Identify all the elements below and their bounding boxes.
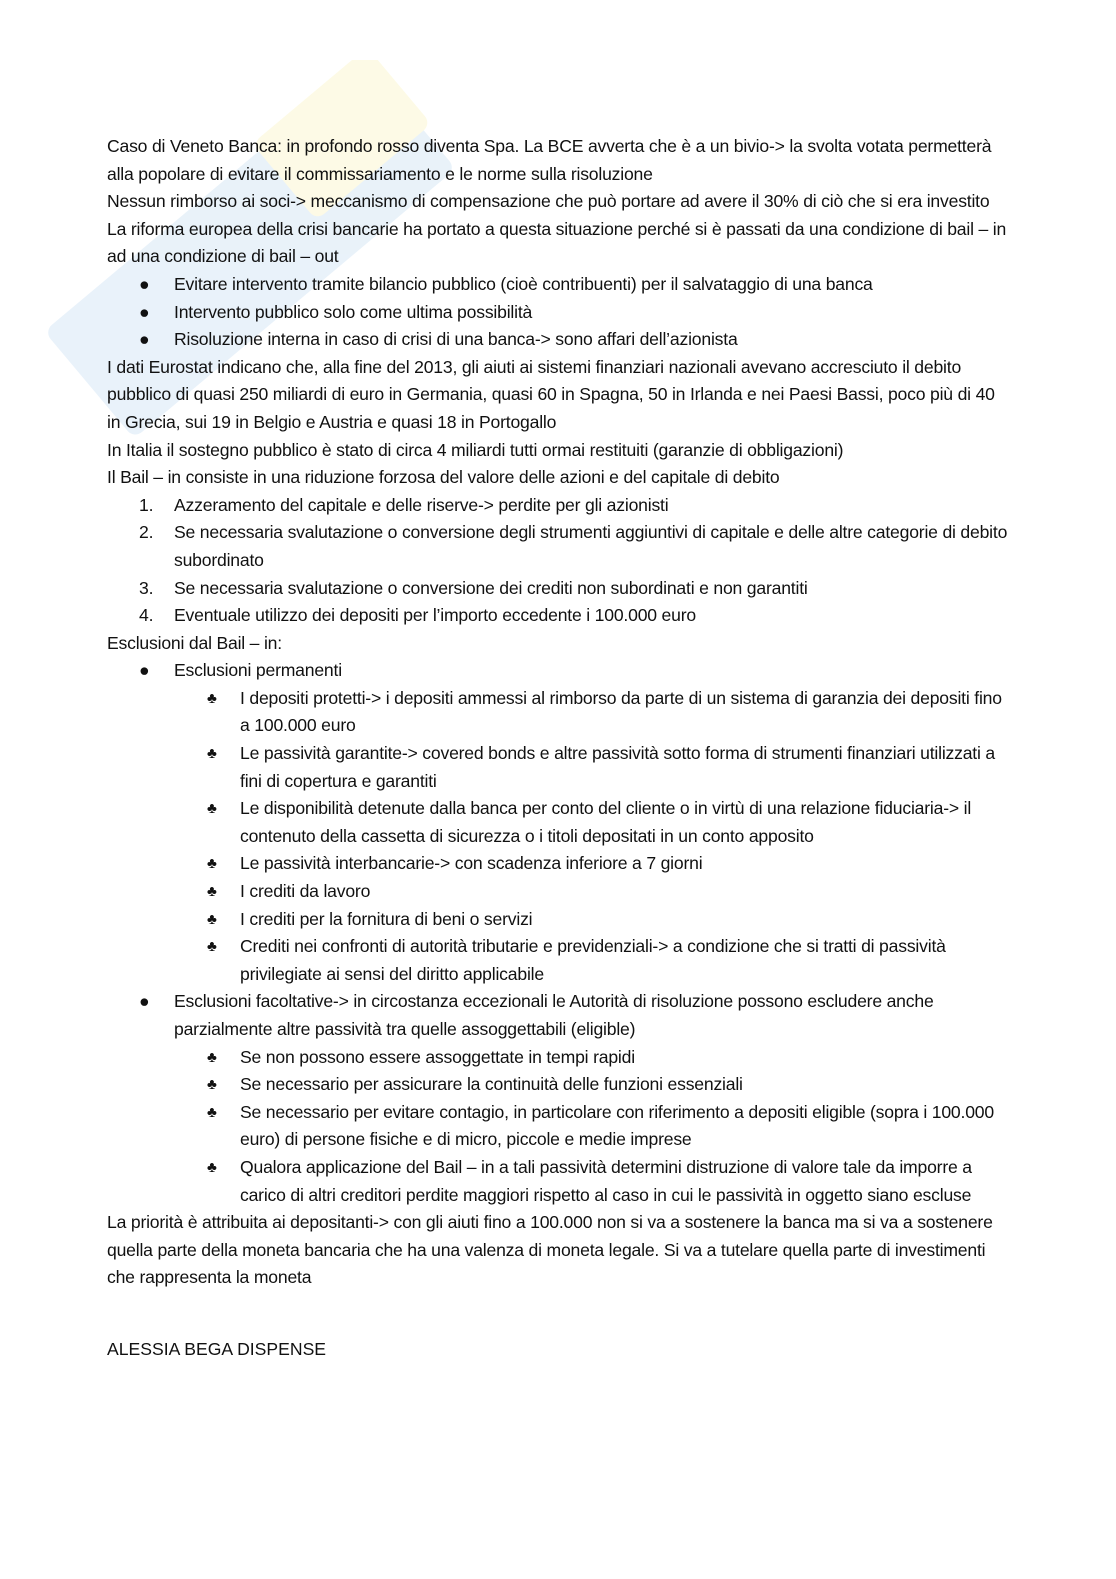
club-icon: ♣ [207, 1158, 217, 1176]
list-number: 1. [139, 494, 154, 515]
club-icon: ♣ [207, 1048, 217, 1066]
club-icon: ♣ [207, 855, 217, 873]
club-icon: ♣ [207, 883, 217, 901]
list-item [107, 602, 1012, 630]
section-heading: Esclusioni dal Bail – in: [107, 632, 282, 653]
list-item-text: I depositi protetti-> i depositi ammessi al rimborso da parte di un sistema di garanzia dei depositi fino a 100.000 euro [240, 687, 1002, 736]
bullet-icon: ● [139, 301, 150, 322]
sub-list-item [107, 795, 1012, 850]
list-item-text: Le passività interbancarie-> con scadenza inferiore a 7 giorni [240, 853, 703, 874]
sub-list-item [107, 685, 1012, 740]
list-item [107, 326, 1012, 354]
paragraph: In Italia il sostegno pubblico è stato di circa 4 miliardi tutti ormai restituiti (garanzie di obbligazioni) [107, 439, 844, 460]
list-item [107, 575, 1012, 603]
sub-list-item [107, 933, 1012, 988]
bullet-list [107, 271, 1012, 354]
numbered-list [107, 492, 1012, 630]
sub-list-item [107, 1044, 1012, 1072]
exclusions-list [107, 657, 1012, 1209]
paragraph: La riforma europea della crisi bancarie ha portato a questa situazione perché si è passati da una condizione di bail – in ad una condizione di bail – out [107, 218, 1007, 267]
club-icon: ♣ [207, 1076, 217, 1094]
list-item [107, 492, 1012, 520]
club-icon: ♣ [207, 938, 217, 956]
club-icon: ♣ [207, 689, 217, 707]
list-item-text: Crediti nei confronti di autorità tributarie e previdenziali-> a condizione che si tratti di passività privilegiate ai sensi del diritto applicabile [240, 936, 946, 984]
list-item-text: Se necessaria svalutazione o conversione dei crediti non subordinati e non garantiti [174, 577, 808, 598]
list-item-text: I crediti da lavoro [240, 881, 371, 902]
sub-list-item [107, 878, 1012, 906]
list-item-text: Le passività garantite-> covered bonds e altre passività sotto forma di strumenti finanziari utilizzati a fini di copertura e garantiti [240, 743, 995, 791]
list-item [107, 299, 1012, 327]
paragraph: Caso di Veneto Banca: in profondo rosso diventa Spa. La BCE avverta che è a un bivio-> la svolta votata permetterà alla popolare di evitare il commissariamento e le norme sulla risoluzione [107, 136, 992, 184]
list-number: 3. [139, 577, 154, 598]
list-item-text: Esclusioni permanenti [174, 660, 342, 681]
bullet-icon: ● [139, 273, 150, 294]
paragraph: Il Bail – in consiste in una riduzione forzosa del valore delle azioni e del capitale di debito [107, 467, 780, 488]
page-footer: ALESSIA BEGA DISPENSE [107, 1338, 327, 1359]
sub-list-item [107, 1154, 1012, 1209]
list-item-text: Se necessario per assicurare la continuità delle funzioni essenziali [240, 1074, 743, 1095]
list-item [107, 988, 1012, 1043]
sub-list-item [107, 740, 1012, 795]
list-item-text: I crediti per la fornitura di beni o servizi [240, 908, 533, 929]
list-item-text: Intervento pubblico solo come ultima possibilità [174, 301, 533, 322]
paragraph: I dati Eurostat indicano che, alla fine del 2013, gli aiuti ai sistemi finanziari nazionali avevano accresciuto il debito pubblico di quasi 250 miliardi di euro in Germania, quasi 60 in Spagna, 50 in Irlanda e nei Paesi Bassi, poco più di 40 in Grecia, sui 19 in Belgio e Austria e quasi 18 in Portogallo [107, 356, 995, 432]
list-number: 4. [139, 605, 154, 626]
list-item-text: Se necessario per evitare contagio, in particolare con riferimento a depositi eligible (sopra i 100.000 euro) di persone fisiche e di micro, piccole e medie imprese [240, 1101, 994, 1150]
paragraph: Nessun rimborso ai soci-> meccanismo di compensazione che può portare ad avere il 30% di ciò che si era investito [107, 191, 990, 212]
document-body [107, 133, 1012, 1292]
club-icon: ♣ [207, 745, 217, 763]
list-item-text: Esclusioni facoltative-> in circostanza eccezionali le Autorità di risoluzione possono escludere anche parzialmente altre passività tra quelle assoggettabili (eligible) [174, 991, 934, 1039]
club-icon: ♣ [207, 910, 217, 928]
list-item-text: Risoluzione interna in caso di crisi di una banca-> sono affari dell’azionista [174, 329, 738, 350]
bullet-icon: ● [139, 660, 150, 681]
sub-list-item [107, 906, 1012, 934]
list-item [107, 519, 1012, 574]
list-item-text: Se non possono essere assoggettate in tempi rapidi [240, 1046, 635, 1067]
sub-list-item [107, 1071, 1012, 1099]
club-icon: ♣ [207, 800, 217, 818]
sub-list-item [107, 850, 1012, 878]
list-item-text: Evitare intervento tramite bilancio pubblico (cioè contribuenti) per il salvataggio di una banca [174, 273, 873, 294]
list-number: 2. [139, 522, 154, 543]
list-item-text: Qualora applicazione del Bail – in a tali passività determini distruzione di valore tale da imporre a carico di altri creditori perdite maggiori rispetto al caso in cui le passività in oggetto siano escluse [240, 1156, 972, 1205]
list-item [107, 657, 1012, 685]
list-item [107, 271, 1012, 299]
bullet-icon: ● [139, 329, 150, 350]
list-item-text: Azzeramento del capitale e delle riserve-> perdite per gli azionisti [174, 494, 669, 515]
list-item-text: Se necessaria svalutazione o conversione degli strumenti aggiuntivi di capitale e delle altre categorie di debito subordinato [174, 522, 1008, 570]
list-item-text: Le disponibilità detenute dalla banca per conto del cliente o in virtù di una relazione fiduciaria-> il contenuto della cassetta di sicurezza o i titoli depositati in un conto apposito [240, 798, 972, 846]
club-icon: ♣ [207, 1103, 217, 1121]
closing-paragraph: La priorità è attribuita ai depositanti-> con gli aiuti fino a 100.000 non si va a sostenere la banca ma si va a sostenere quella parte della moneta bancaria che ha una valenza di moneta legale. Si va a tutelare quella parte di investimenti che rappresenta la moneta [107, 1212, 993, 1288]
bullet-icon: ● [139, 991, 150, 1012]
sub-list-item [107, 1099, 1012, 1154]
list-item-text: Eventuale utilizzo dei depositi per l’importo eccedente i 100.000 euro [174, 605, 696, 626]
